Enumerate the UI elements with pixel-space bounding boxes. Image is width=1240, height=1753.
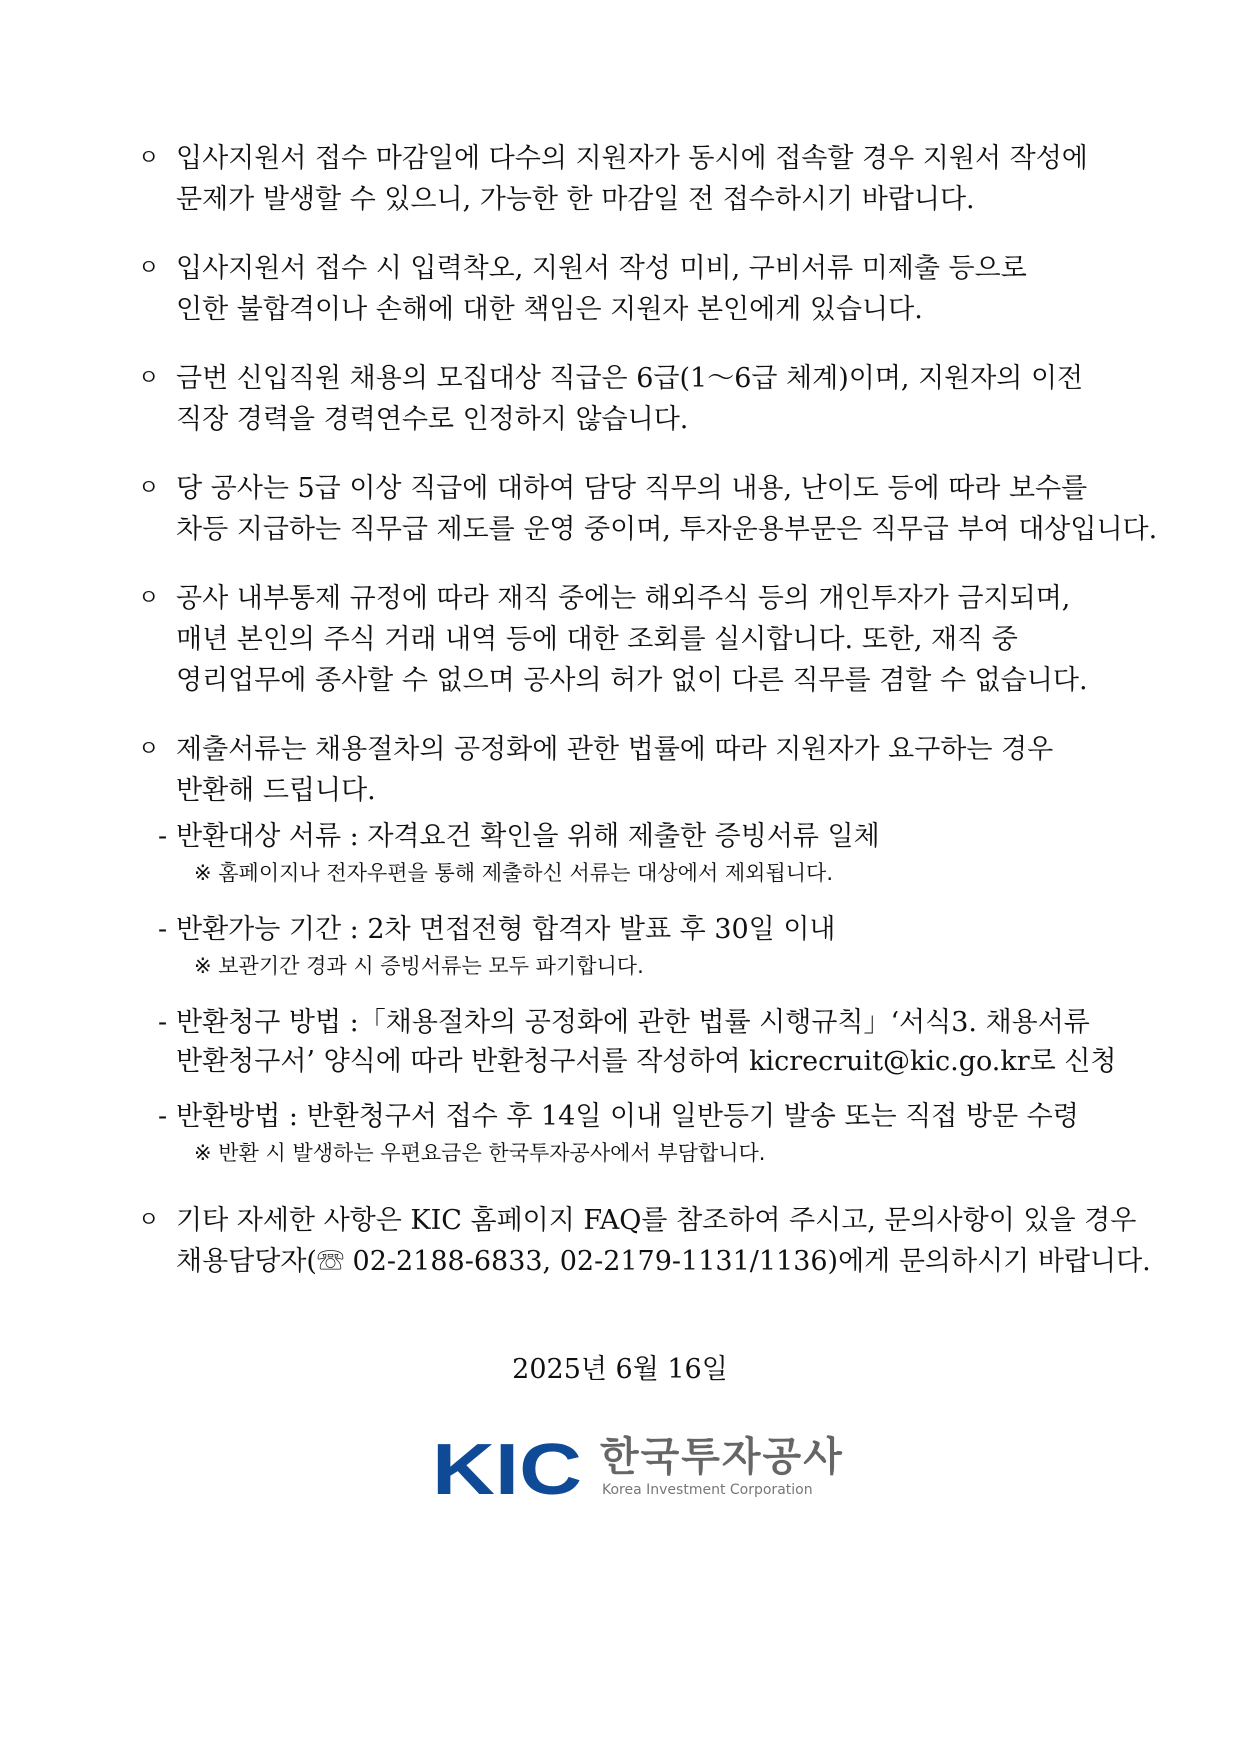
notice-bullet	[138, 248, 1120, 330]
return-item-line: 반환청구 방법 :「채용절차의 공정화에 관한 법률 시행규칙」‘서식3. 채용서류	[176, 1007, 1090, 1038]
notice-bullet	[138, 138, 1120, 220]
notice-bullet	[138, 578, 1120, 701]
bullet-marker: ㅇ	[138, 1208, 160, 1233]
notice-bullet-contact	[138, 1200, 1151, 1282]
notice-bullet	[138, 468, 1158, 550]
kic-logo-letters: KIC	[432, 1432, 582, 1502]
return-item	[138, 910, 1120, 949]
bullet-marker: ㅇ	[138, 146, 160, 171]
bullet-line: 인한 불합격이나 손해에 대한 책임은 지원자 본인에게 있습니다.	[176, 294, 923, 325]
bullet-line: 공사 내부통제 규정에 따라 재직 중에는 해외주식 등의 개인투자가 금지되며,	[176, 583, 1071, 614]
bullet-line: 채용담당자(☏ 02-2188-6833, 02-2179-1131/1136)에게 문의하시기 바랍니다.	[176, 1246, 1151, 1277]
kic-logo-name-ko: 한국투자공사	[600, 1434, 844, 1480]
bullet-marker: ㅇ	[138, 256, 160, 281]
return-item-line: 반환청구서’ 양식에 따라 반환청구서를 작성하여 kicrecruit@kic.go.kr로 신청	[176, 1046, 1117, 1077]
notice-bullet	[138, 729, 1120, 811]
bullet-line: 문제가 발생할 수 있으니, 가능한 한 마감일 전 접수하시기 바랍니다.	[176, 184, 975, 215]
return-item	[138, 817, 1120, 856]
return-item-note: ※ 홈페이지나 전자우편을 통해 제출하신 서류는 대상에서 제외됩니다.	[194, 861, 834, 885]
bullet-marker: ㅇ	[138, 737, 160, 762]
notice-bullet	[138, 358, 1120, 440]
notice-content	[138, 138, 1158, 1310]
bullet-line: 제출서류는 채용절차의 공정화에 관한 법률에 따라 지원자가 요구하는 경우	[176, 734, 1054, 765]
return-item-line: 반환대상 서류 : 자격요건 확인을 위해 제출한 증빙서류 일체	[176, 821, 880, 852]
bullet-marker: ㅇ	[138, 366, 160, 391]
kic-logo	[430, 1432, 844, 1512]
bullet-line: 입사지원서 접수 마감일에 다수의 지원자가 동시에 접속할 경우 지원서 작성에	[176, 143, 1088, 174]
bullet-line: 직장 경력을 경력연수로 인정하지 않습니다.	[176, 404, 689, 435]
bullet-line: 매년 본인의 주식 거래 내역 등에 대한 조회를 실시합니다. 또한, 재직 중	[176, 624, 1018, 655]
bullet-line: 차등 지급하는 직무급 제도를 운영 중이며, 투자운용부문은 직무급 부여 대상입니다.	[176, 514, 1158, 545]
bullet-line: 금번 신입직원 채용의 모집대상 직급은 6급(1～6급 체계)이며, 지원자의 이전	[176, 363, 1084, 394]
bullet-line: 영리업무에 종사할 수 없으며 공사의 허가 없이 다른 직무를 겸할 수 없습니다.	[176, 665, 1088, 696]
return-item-line: 반환방법 : 반환청구서 접수 후 14일 이내 일반등기 발송 또는 직접 방문 수령	[176, 1101, 1079, 1132]
dash-marker: -	[158, 1101, 168, 1132]
bullet-line: 반환해 드립니다.	[176, 775, 376, 806]
bullet-line: 당 공사는 5급 이상 직급에 대하여 담당 직무의 내용, 난이도 등에 따라 보수를	[176, 473, 1088, 504]
kic-logo-mark	[430, 1432, 600, 1502]
return-item-line: 반환가능 기간 : 2차 면접전형 합격자 발표 후 30일 이내	[176, 914, 836, 945]
dash-marker: -	[158, 914, 168, 945]
kic-logo-name-en: Korea Investment Corporation	[602, 1482, 813, 1498]
notice-date: 2025년 6월 16일	[512, 1354, 728, 1385]
return-item	[138, 1003, 1120, 1081]
return-item-note: ※ 보관기간 경과 시 증빙서류는 모두 파기합니다.	[194, 954, 644, 978]
dash-marker: -	[158, 1007, 168, 1038]
bullet-line: 기타 자세한 사항은 KIC 홈페이지 FAQ를 참조하여 주시고, 문의사항이 있을 경우	[176, 1205, 1137, 1236]
return-item-note: ※ 반환 시 발생하는 우편요금은 한국투자공사에서 부담합니다.	[194, 1141, 766, 1165]
bullet-marker: ㅇ	[138, 476, 160, 501]
dash-marker: -	[158, 821, 168, 852]
bullet-line: 입사지원서 접수 시 입력착오, 지원서 작성 미비, 구비서류 미제출 등으로	[176, 253, 1027, 284]
bullet-marker: ㅇ	[138, 586, 160, 611]
return-item	[138, 1097, 1120, 1136]
